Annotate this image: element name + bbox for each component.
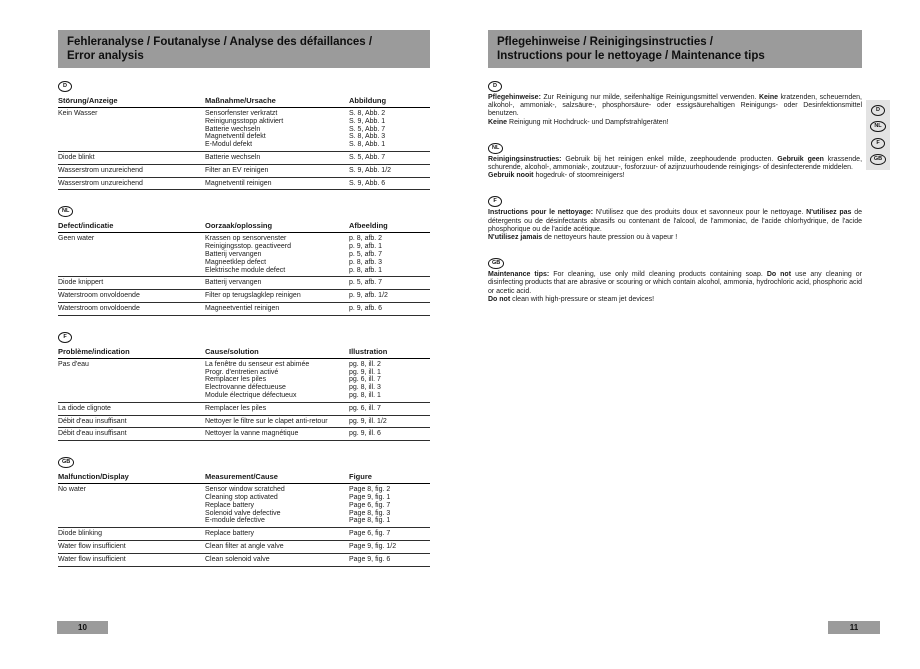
figure-ref: Page 8, fig. 3 (349, 509, 391, 517)
malfunction-cell: Water flow insufficient (58, 553, 205, 566)
cause-line: Magnetventil reinigen (205, 179, 272, 187)
cause-line: Reinigingsstop. geactiveerd (205, 243, 291, 251)
figure-ref: pg. 9, ill. 1 (349, 368, 381, 376)
figure-ref: S. 5, Abb. 7 (349, 125, 386, 133)
figure-cell (349, 164, 430, 177)
cause-line: Nettoyer la vanne magnétique (205, 430, 299, 438)
malfunction-cell: Kein Wasser (58, 108, 205, 152)
column-header: Abbildung (349, 95, 430, 108)
cause-cell (205, 177, 349, 190)
cause-line: La fenêtre du senseur est abimée (205, 360, 310, 368)
figure-ref: pg. 9, ill. 6 (349, 430, 381, 438)
column-header: Oorzaak/oplossing (205, 220, 349, 233)
cause-line: Filter an EV reinigen (205, 166, 269, 174)
text-run: Do not (488, 295, 511, 303)
cause-line: Batterie wechseln (205, 125, 261, 133)
fault-table-section-f (58, 325, 430, 441)
cause-line: Solenoid valve defective (205, 509, 281, 517)
table-row (58, 528, 430, 541)
figure-ref: pg. 6, ill. 7 (349, 376, 381, 384)
figure-cell (349, 428, 430, 441)
page-number-left: 10 (57, 621, 108, 634)
table-row (58, 164, 430, 177)
figure-cell (349, 233, 430, 277)
cause-line: Batterie wechseln (205, 153, 261, 161)
cause-cell (205, 528, 349, 541)
cause-line: Remplacer les piles (205, 376, 267, 384)
maintenance-section-nl (488, 136, 862, 181)
fault-table-section-d (58, 74, 430, 190)
language-badge-f-icon: F (488, 196, 502, 207)
language-badge-d-icon: D (488, 81, 502, 92)
figure-ref: S. 5, Abb. 7 (349, 153, 386, 161)
cause-line: Filter op terugslagklep reinigen (205, 292, 301, 300)
malfunction-cell: Diode knippert (58, 277, 205, 290)
fault-analysis-title-line1: Fehleranalyse / Foutanalyse / Analyse des défaillances / (67, 36, 373, 48)
figure-ref: p. 8, afb. 2 (349, 235, 383, 243)
maintenance-section-d (488, 74, 862, 127)
cause-line: Clean solenoid valve (205, 555, 270, 563)
text-run: Keine (758, 94, 778, 101)
cause-line: Batterij vervangen (205, 279, 262, 287)
language-badge-gb-icon: GB (58, 457, 74, 468)
text-run: Zur Reinigung nur milde, seifenhaltige Reinigungsmittel verwenden. (540, 94, 759, 101)
malfunction-cell: Wasserstrom unzureichend (58, 177, 205, 190)
figure-cell (349, 402, 430, 415)
fault-table-nl (58, 220, 430, 315)
fault-analysis-title-line2: Error analysis (67, 50, 144, 62)
figure-ref: p. 5, afb. 7 (349, 250, 383, 258)
figure-ref: pg. 9, ill. 1/2 (349, 417, 387, 425)
table-row (58, 540, 430, 553)
cause-line: Reinigungsstopp aktiviert (205, 117, 284, 125)
text-run: Gebruik geen (777, 155, 824, 163)
language-badge-d-icon: D (871, 105, 885, 116)
cause-line: Batterij vervangen (205, 250, 262, 258)
language-badge-nl-icon: NL (58, 206, 73, 217)
maintenance-paragraph (488, 119, 862, 127)
text-run: N'utilisez pas (806, 209, 852, 217)
cause-line: Krassen op sensorvenster (205, 235, 287, 243)
table-row (58, 151, 430, 164)
figure-cell (349, 302, 430, 315)
maintenance-sections (488, 74, 862, 313)
maintenance-paragraph (488, 94, 862, 119)
text-run: Reinigingsinstructies: (488, 155, 562, 163)
fault-analysis-title-bar (58, 30, 430, 68)
cause-line: Replace battery (205, 501, 255, 509)
figure-ref: S. 8, Abb. 1 (349, 141, 386, 149)
language-badge-f-icon: F (58, 332, 72, 343)
cause-line: Magneetventiel reinigen (205, 304, 280, 312)
table-header-row (58, 220, 430, 233)
language-badge-gb-icon: GB (488, 258, 504, 269)
malfunction-cell: La diode clignote (58, 402, 205, 415)
malfunction-cell: Débit d'eau insuffisant (58, 428, 205, 441)
malfunction-cell: No water (58, 484, 205, 528)
text-run: hogedruk- of stoomreinigers! (533, 172, 625, 180)
fault-table-gb (58, 471, 430, 566)
maintenance-section-f (488, 189, 862, 242)
text-run: Maintenance tips: (488, 271, 550, 279)
maintenance-title-line2: Instructions pour le nettoyage / Maintenance tips (497, 50, 765, 62)
figure-ref: p. 9, afb. 1 (349, 243, 383, 251)
figure-ref: Page 8, fig. 1 (349, 517, 391, 525)
text-run: de nettoyeurs haute pression ou à vapeur ! (542, 234, 678, 242)
figure-cell (349, 358, 430, 402)
cause-line: Electrovanne défectueuse (205, 384, 286, 392)
cause-cell (205, 428, 349, 441)
text-run: Gebruik bij het reinigen enkel milde, zeephoudende producten. (561, 155, 778, 163)
malfunction-cell: Geen water (58, 233, 205, 277)
malfunction-cell: Waterstroom onvoldoende (58, 290, 205, 303)
figure-ref: p. 8, afb. 3 (349, 258, 383, 266)
column-header: Störung/Anzeige (58, 95, 205, 108)
cause-cell (205, 540, 349, 553)
language-badge-nl-icon: NL (870, 121, 885, 132)
table-row (58, 302, 430, 315)
figure-cell (349, 540, 430, 553)
table-row (58, 402, 430, 415)
cause-line: Sensorfenster verkratzt (205, 110, 278, 117)
malfunction-cell: Wasserstrom unzureichend (58, 164, 205, 177)
figure-ref: Page 9, fig. 1/2 (349, 542, 397, 550)
column-header: Measurement/Cause (205, 471, 349, 484)
figure-cell (349, 553, 430, 566)
cause-line: Nettoyer le filtre sur le clapet anti-retour (205, 417, 328, 425)
cause-cell (205, 402, 349, 415)
figure-ref: S. 9, Abb. 1/2 (349, 166, 392, 174)
text-run: Do not (766, 271, 792, 279)
text-run: Keine (488, 118, 508, 126)
cause-cell (205, 484, 349, 528)
column-header: Maßnahme/Ursache (205, 95, 349, 108)
column-header: Problème/indication (58, 346, 205, 359)
figure-cell (349, 177, 430, 190)
figure-ref: S. 9, Abb. 1 (349, 117, 386, 125)
table-row (58, 415, 430, 428)
cause-cell (205, 290, 349, 303)
figure-cell (349, 108, 430, 152)
figure-cell (349, 277, 430, 290)
figure-ref: Page 9, fig. 6 (349, 555, 391, 563)
cause-cell (205, 108, 349, 152)
table-row (58, 428, 430, 441)
table-row (58, 484, 430, 528)
cause-line: Replace battery (205, 530, 255, 538)
column-header: Malfunction/Display (58, 471, 205, 484)
fault-table-d (58, 95, 430, 190)
malfunction-cell: Diode blinking (58, 528, 205, 541)
cause-line: E-Modul defekt (205, 141, 253, 149)
cause-cell (205, 151, 349, 164)
cause-line: Magnetventil defekt (205, 133, 266, 141)
maintenance-paragraph (488, 234, 862, 242)
malfunction-cell: Water flow insufficient (58, 540, 205, 553)
cause-line: Remplacer les piles (205, 404, 267, 412)
column-header: Defect/indicatie (58, 220, 205, 233)
text-run: krassende, schurende, alcohol-, ammoniak-, zoutzuur-, fosforzuur- of azijnzuurhoudende reinigings- of desinfecterende middelen. (488, 155, 863, 172)
figure-ref: Page 6, fig. 7 (349, 530, 391, 538)
cause-line: Cleaning stop activated (205, 493, 278, 501)
cause-line: Progr. d'entretien activé (205, 368, 279, 376)
cause-cell (205, 415, 349, 428)
text-run: N'utilisez que des produits doux et savonneux pour le nettoyage. (593, 209, 807, 217)
maintenance-section-gb (488, 251, 862, 304)
fault-table-section-nl (58, 199, 430, 315)
cause-line: Magneetklep defect (205, 258, 267, 266)
text-run: clean with high-pressure or steam jet devices! (510, 295, 655, 303)
column-header: Illustration (349, 346, 430, 359)
table-row (58, 358, 430, 402)
table-header-row (58, 471, 430, 484)
table-row (58, 553, 430, 566)
table-row (58, 290, 430, 303)
text-run: use any cleaning or disinfecting products that are abrasive or scouring or which contain alcohol, ammonia, hydrochloric acid, phosphoric acid or acetic acid. (488, 271, 862, 295)
text-run: de détergents ou de désinfectants abrasifs ou contenant de l'alcool, de l'ammoniac, de l'acide chlorhydrique, de l'acide phosphorique ou de l'acide acétique. (488, 209, 862, 233)
text-run: Instructions pour le nettoyage: (488, 209, 594, 217)
figure-ref: p. 9, afb. 1/2 (349, 292, 388, 300)
text-run: Pflegehinweise: (488, 94, 541, 101)
maintenance-paragraph (488, 172, 862, 180)
language-side-tab (866, 100, 890, 170)
maintenance-paragraph (488, 209, 862, 234)
figure-ref: p. 9, afb. 6 (349, 304, 383, 312)
figure-ref: p. 8, afb. 1 (349, 266, 383, 274)
maintenance-paragraph (488, 271, 862, 296)
cause-cell (205, 277, 349, 290)
figure-ref: pg. 8, ill. 3 (349, 384, 381, 392)
text-run: N'utilisez jamais (488, 234, 543, 242)
figure-ref: Page 6, fig. 7 (349, 501, 391, 509)
figure-cell (349, 151, 430, 164)
cause-line: E-module defective (205, 517, 265, 525)
language-badge-gb-icon: GB (870, 154, 886, 165)
cause-line: Module électrique défectueux (205, 391, 297, 399)
figure-cell (349, 415, 430, 428)
text-run: Reinigung mit Hochdruck- und Dampfstrahlgeräten! (507, 118, 669, 126)
figure-cell (349, 484, 430, 528)
text-run: kratzenden, scheuernden, alkohol-, ammoniak-, salzsäure-, phosphorsäure- oder essigsäurehaltigen Reinigungs- oder Desinfektionsmittel benutzen. (488, 94, 862, 118)
figure-ref: S. 9, Abb. 6 (349, 179, 386, 187)
text-run: For cleaning, use only mild cleaning products containing soap. (549, 271, 767, 279)
table-row (58, 277, 430, 290)
figure-ref: pg. 8, ill. 2 (349, 360, 381, 368)
malfunction-cell: Pas d'eau (58, 358, 205, 402)
cause-cell (205, 233, 349, 277)
cause-cell (205, 164, 349, 177)
fault-table-f (58, 346, 430, 441)
malfunction-cell: Diode blinkt (58, 151, 205, 164)
figure-ref: S. 8, Abb. 3 (349, 133, 386, 141)
column-header: Afbeelding (349, 220, 430, 233)
cause-line: Clean filter at angle valve (205, 542, 284, 550)
cause-line: Elektrische module defect (205, 266, 286, 274)
text-run: Gebruik nooit (488, 172, 534, 180)
table-row (58, 108, 430, 152)
column-header: Figure (349, 471, 430, 484)
figure-ref: S. 8, Abb. 2 (349, 110, 386, 117)
cause-line: Sensor window scratched (205, 486, 285, 494)
column-header: Cause/solution (205, 346, 349, 359)
fault-tables (58, 74, 430, 576)
figure-ref: p. 5, afb. 7 (349, 279, 383, 287)
table-row (58, 177, 430, 190)
page-number-right: 11 (828, 621, 880, 634)
maintenance-title-line1: Pflegehinweise / Reinigingsinstructies / (497, 36, 713, 48)
figure-ref: pg. 8, ill. 1 (349, 391, 381, 399)
language-badge-nl-icon: NL (488, 143, 503, 154)
table-row (58, 233, 430, 277)
maintenance-paragraph (488, 296, 862, 304)
figure-cell (349, 528, 430, 541)
figure-ref: Page 8, fig. 2 (349, 486, 391, 494)
fault-table-section-gb (58, 450, 430, 566)
language-badge-d-icon: D (58, 81, 72, 92)
malfunction-cell: Waterstroom onvoldoende (58, 302, 205, 315)
maintenance-paragraph (488, 156, 862, 172)
figure-ref: Page 9, fig. 1 (349, 493, 391, 501)
cause-cell (205, 553, 349, 566)
table-header-row (58, 95, 430, 108)
malfunction-cell: Débit d'eau insuffisant (58, 415, 205, 428)
figure-ref: pg. 6, ill. 7 (349, 404, 381, 412)
figure-cell (349, 290, 430, 303)
cause-cell (205, 302, 349, 315)
maintenance-title-bar (488, 30, 862, 68)
table-header-row (58, 346, 430, 359)
language-badge-f-icon: F (871, 138, 885, 149)
cause-cell (205, 358, 349, 402)
